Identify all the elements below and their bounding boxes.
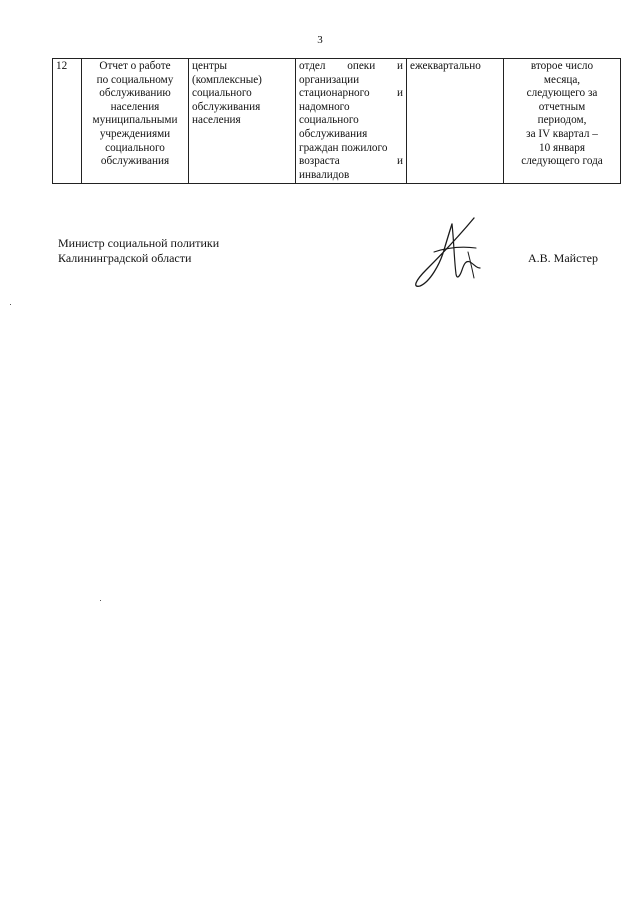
due-line: периодом, [537, 114, 587, 127]
department-line: граждан пожилого [299, 141, 388, 154]
due-line: за IV квартал – [526, 127, 598, 140]
scan-speck [10, 304, 11, 305]
department-line: обслуживания [299, 127, 368, 140]
report-name-line: Отчет о работе [99, 60, 171, 72]
department-word: и [397, 155, 403, 168]
due-line: 10 января [539, 141, 585, 154]
due-line: отчетным [538, 100, 586, 113]
scan-speck [100, 600, 101, 601]
institution-line: центры [192, 60, 228, 72]
department-word: и [397, 87, 403, 100]
report-name-line: муниципальными [92, 114, 178, 127]
department-word: стационарного [299, 87, 370, 100]
department-line: надомного [299, 100, 350, 113]
due-line: следующего года [521, 155, 603, 168]
department-word: и [397, 60, 403, 72]
department-line: организации [299, 73, 360, 86]
signatory-title [58, 236, 219, 266]
handwritten-signature [404, 212, 494, 292]
department-line [299, 87, 403, 101]
cell-report-name [82, 59, 189, 184]
department-line [299, 155, 403, 169]
cell-institution [189, 59, 296, 184]
cell-department [296, 59, 407, 184]
department-word: возраста [299, 155, 340, 168]
report-table [52, 58, 621, 184]
department-word: опеки [347, 60, 376, 72]
report-name-line: по социальному [96, 73, 174, 86]
due-line: второе число [530, 60, 594, 72]
signatory-title-line: Министр социальной политики [58, 236, 220, 250]
due-line: месяца, [543, 73, 581, 86]
department-line: инвалидов [299, 168, 350, 181]
cell-due-date [504, 59, 621, 184]
due-line: следующего за [526, 87, 598, 100]
department-line [299, 60, 403, 74]
signatory-name: А.В. Майстер [528, 251, 598, 265]
report-name-line: учреждениями [99, 127, 171, 140]
report-name-line: обслуживанию [99, 87, 171, 100]
signatory-title-line: Калининградской области [58, 251, 192, 265]
department-line: социального [299, 114, 359, 127]
institution-line: социального [192, 87, 252, 100]
institution-line: населения [192, 114, 241, 127]
institution-line: обслуживания [192, 100, 261, 113]
institution-line: (комплексные) [192, 73, 262, 86]
report-name-line: обслуживания [100, 155, 170, 168]
report-name-line: социального [105, 141, 165, 154]
cell-number: 12 [53, 59, 82, 184]
report-name-line: населения [110, 100, 160, 113]
table-row [53, 59, 621, 184]
cell-frequency: ежеквартально [407, 59, 504, 184]
department-word: отдел [299, 60, 326, 72]
page-number: 3 [317, 34, 323, 46]
